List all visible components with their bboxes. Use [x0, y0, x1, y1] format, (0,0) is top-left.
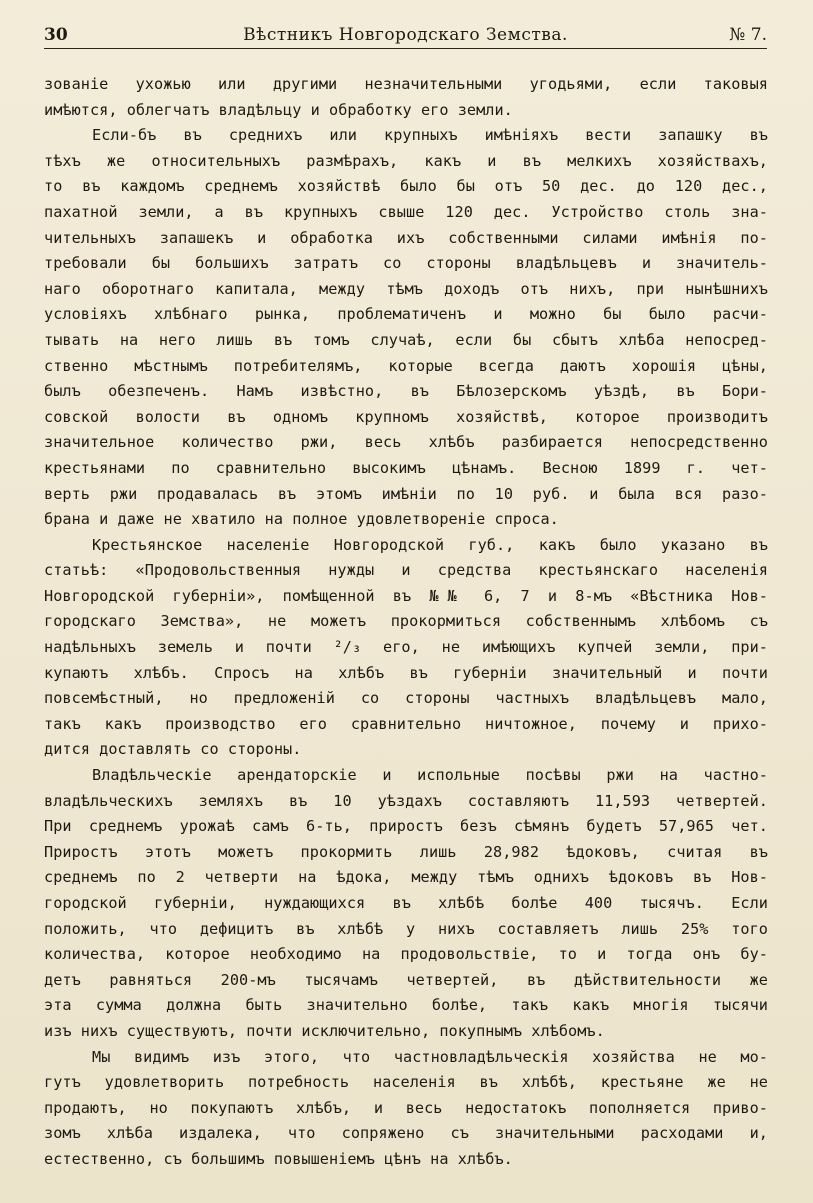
text-line: среднемъ по 2 четверти на ѣдока, между тѣмъ одниxъ ѣдоковъ въ Нов- — [44, 868, 768, 887]
text-line: детъ равняться 200-мъ тысячамъ четвертей, въ дѣйствительности же — [44, 970, 768, 989]
text-line: надѣльныхъ земель и почти ²/₃ его, не имѣющихъ купчей земли, при- — [44, 638, 768, 657]
text-line: городской губерніи, нуждающихся въ хлѣбѣ болѣе 400 тысячъ. Если — [44, 894, 768, 912]
text-line: количества, которое необходимо на продовольствіе, то и тогда онъ бу- — [44, 945, 768, 964]
text-line: При среднемъ урожаѣ самъ 6-ть, приростъ безъ сѣмянъ будетъ 57,965 чет. — [44, 817, 768, 836]
journal-title: Вѣстникъ Новгородскаго Земства. — [243, 25, 568, 45]
text-line: купаютъ хлѣбъ. Спросъ на хлѣбъ въ губерніи значительный и почти — [44, 663, 768, 682]
text-line: изъ нихъ существуютъ, почти исключительно, покупнымъ хлѣбомъ. — [44, 1021, 605, 1040]
text-line: эта сумма должна быть значительно болѣе, такъ какъ многія тысячи — [44, 996, 768, 1015]
text-line: тѣхъ же относительныхъ размѣрахъ, какъ и въ мелкихъ хозяйствахъ, — [44, 151, 768, 170]
text-line: тывать на него лишь въ томъ случаѣ, если бы сбытъ хлѣба непосред- — [44, 330, 768, 349]
text-line: крестьянами по сравнительно высокимъ цѣнамъ. Весною 1899 г. чет- — [44, 458, 768, 477]
text-line: имѣются, облегчатъ владѣльцу и обработку его земли. — [44, 100, 513, 119]
issue-number: № 7. — [729, 25, 767, 45]
text-line: статьѣ: «Продовольственныя нужды и средства крестьянскаго населенія — [44, 561, 768, 580]
article-body — [44, 72, 768, 1173]
text-line: Новгородской губерніи», помѣщенной въ №№ 6, 7 и 8-мъ «Вѣстника Нов- — [44, 586, 768, 605]
page-number: 30 — [44, 25, 68, 45]
text-line: положить, что дефицитъ въ хлѣбѣ у нихъ составляетъ лишь 25% того — [44, 919, 768, 938]
text-line: зомъ хлѣба издалека, что сопряжено съ значительными расходами и, — [44, 1124, 768, 1143]
text-line: ственно мѣстнымъ потребителямъ, которые всегда даютъ хорошія цѣны, — [44, 356, 768, 375]
text-line: брана и даже не хватило на полное удовлетвореніе спроса. — [44, 510, 559, 529]
text-line: Мы видимъ изъ этого, что частновладѣльческія хозяйства не мо- — [92, 1047, 768, 1066]
text-line: то въ каждомъ среднемъ хозяйствѣ было бы отъ 50 дес. до 120 дес., — [44, 177, 768, 196]
text-line: пахатной земли, а въ крупныхъ свыше 120 дес. Устройство столь зна- — [44, 202, 768, 221]
text-line: повсемѣстный, но предложеній со стороны частныхъ владѣльцевъ мало, — [44, 689, 768, 708]
text-line: такъ какъ производство его сравнительно ничтожное, почему и прихо- — [44, 714, 768, 733]
text-line: условіяхъ хлѣбнаго рынка, проблематиченъ и можно бы было расчи- — [44, 305, 768, 324]
text-line: владѣльческихъ земляхъ въ 10 уѣздахъ составляютъ 11,593 четвертей. — [44, 791, 768, 810]
running-head — [44, 22, 767, 49]
text-line: городскаго Земства», не можетъ прокормиться собственнымъ хлѣбомъ съ — [44, 612, 768, 631]
text-line: Крестьянское населеніе Новгородской губ., какъ было указано въ — [92, 535, 768, 554]
text-line: совской волости въ одномъ крупномъ хозяйствѣ, которое производитъ — [44, 407, 768, 426]
text-line: естественно, съ большимъ повышеніемъ цѣнъ на хлѣбъ. — [44, 1149, 513, 1168]
text-line: продаютъ, но покупаютъ хлѣбъ, и весь недостатокъ пополняется приво- — [44, 1098, 768, 1117]
text-line: верть ржи продавалась въ этомъ имѣніи по 10 руб. и была вся разо- — [44, 484, 768, 503]
text-line: требовали бы большихъ затратъ со стороны владѣльцевъ и значитель- — [44, 254, 768, 273]
text-line: былъ обезпеченъ. Намъ извѣстно, въ Бѣлозерскомъ уѣздѣ, въ Бори- — [44, 382, 768, 401]
text-line: дится доставлять со стороны. — [44, 740, 302, 759]
text-line: зованіе ухожью или другими незначительными угодьями, если таковыя — [44, 75, 768, 93]
text-line: Приростъ этотъ можетъ прокормить лишь 28,982 ѣдоковъ, считая въ — [44, 842, 768, 861]
text-line: гутъ удовлетворить потребность населенія въ хлѣбѣ, крестьяне же не — [44, 1073, 768, 1092]
text-line: Владѣльческіе арендаторскіе и испольные посѣвы ржи на частно- — [92, 766, 768, 785]
text-line: Если-бъ въ среднихъ или крупныхъ имѣніяхъ вести запашку въ — [92, 126, 768, 145]
text-line: чительныхъ запашекъ и обработка ихъ собственными силами имѣнія по- — [44, 228, 768, 247]
text-line: наго оборотнаго капитала, между тѣмъ доходъ отъ нихъ, при нынѣшнихъ — [44, 279, 768, 298]
text-line: значительное количество ржи, весь хлѣбъ разбирается непосредственно — [44, 433, 768, 452]
